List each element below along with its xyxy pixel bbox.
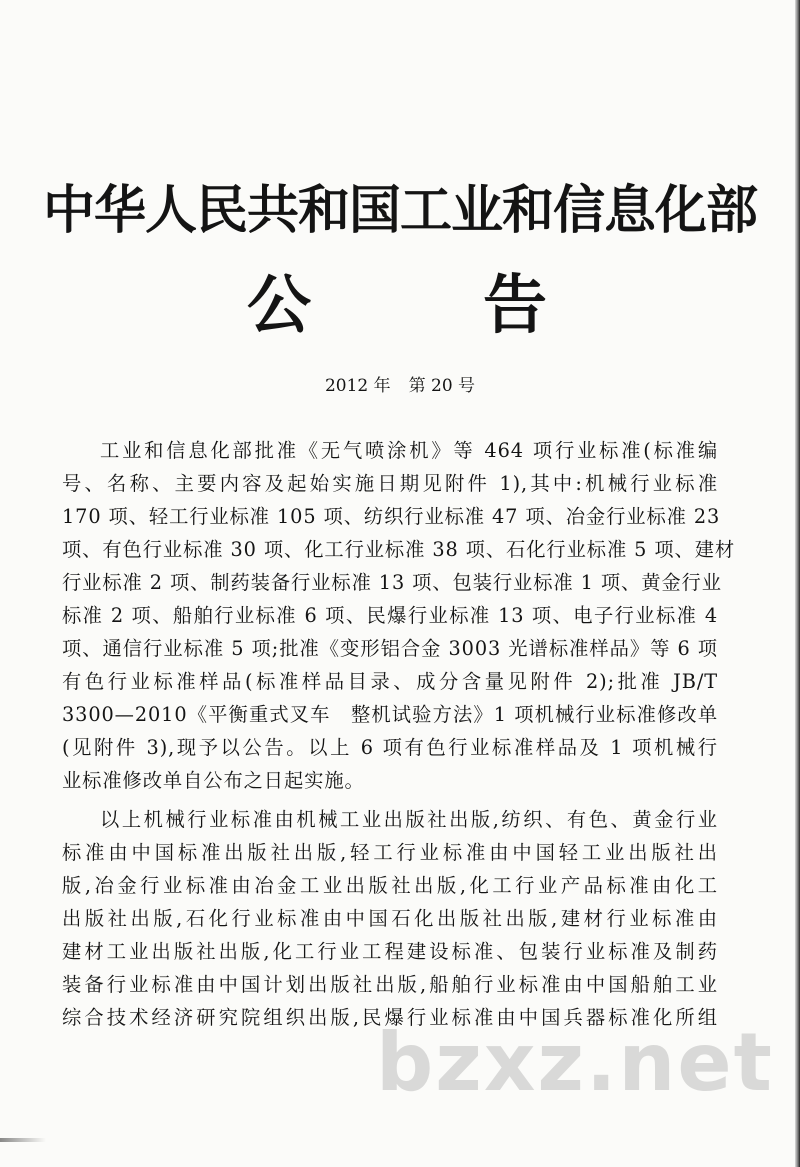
document-number — [0, 374, 800, 398]
page-title: 中华人民共和国工业和信息化部 — [42, 181, 757, 241]
paragraph-line: 3300—2010《平衡重式叉车 整机试验方法》1 项机械行业标准修改单 — [62, 703, 718, 726]
paragraph-line: 有色行业标准样品(标准样品目录、成分含量见附件 2);批准 JB/T — [62, 670, 718, 693]
paragraph-approval — [62, 434, 736, 797]
paragraph-line: 以上机械行业标准由机械工业出版社出版,纺织、有色、黄金行业 — [100, 808, 718, 831]
site-watermark: bzxz.net — [376, 1016, 774, 1109]
paragraph-line: 装备行业标准由中国计划出版社出版,船舶行业标准由中国船舶工业 — [62, 973, 718, 996]
announcement-heading-char-2: 告 — [483, 269, 547, 343]
paragraph-line: (见附件 3),现予以公告。以上 6 项有色行业标准样品及 1 项机械行 — [62, 736, 718, 759]
paragraph-line: 项、有色行业标准 30 项、化工行业标准 38 项、石化行业标准 5 项、建材 — [62, 538, 736, 561]
document-issue-number: 第 20 号 — [408, 376, 476, 396]
paragraph-line: 出版社出版,石化行业标准由中国石化出版社出版,建材行业标准由 — [62, 907, 718, 930]
paragraph-line: 业标准修改单自公布之日起实施。 — [62, 769, 365, 792]
announcement-heading-char-1: 公 — [247, 269, 311, 343]
paragraph-line: 行业标准 2 项、制药装备行业标准 13 项、包装行业标准 1 项、黄金行业 — [62, 571, 722, 594]
paragraph-line: 170 项、轻工行业标准 105 项、纺织行业标准 47 项、冶金行业标准 23 — [62, 505, 721, 528]
paragraph-line: 项、通信行业标准 5 项;批准《变形铝合金 3003 光谱标准样品》等 6 项 — [62, 637, 718, 660]
scan-edge — [795, 0, 800, 1167]
paragraph-line: 工业和信息化部批准《无气喷涂机》等 464 项行业标准(标准编 — [100, 439, 718, 462]
paragraph-line: 号、名称、主要内容及起始实施日期见附件 1),其中:机械行业标准 — [62, 472, 718, 495]
paragraph-publishers — [62, 803, 718, 1034]
document-year: 2012 年 — [324, 376, 391, 396]
paragraph-line: 标准 2 项、船舶行业标准 6 项、民爆行业标准 13 项、电子行业标准 4 — [62, 604, 718, 627]
paragraph-line: 标准由中国标准出版社出版,轻工行业标准由中国轻工业出版社出 — [62, 841, 718, 864]
announcement-heading — [247, 268, 547, 344]
paragraph-line: 建材工业出版社出版,化工行业工程建设标准、包装行业标准及制药 — [62, 940, 718, 963]
scan-smudge — [0, 1138, 46, 1142]
paragraph-line: 综合技术经济研究院组织出版,民爆行业标准由中国兵器标准化所组 — [62, 1006, 718, 1029]
paragraph-line: 版,冶金行业标准由冶金工业出版社出版,化工行业产品标准由化工 — [62, 874, 718, 897]
